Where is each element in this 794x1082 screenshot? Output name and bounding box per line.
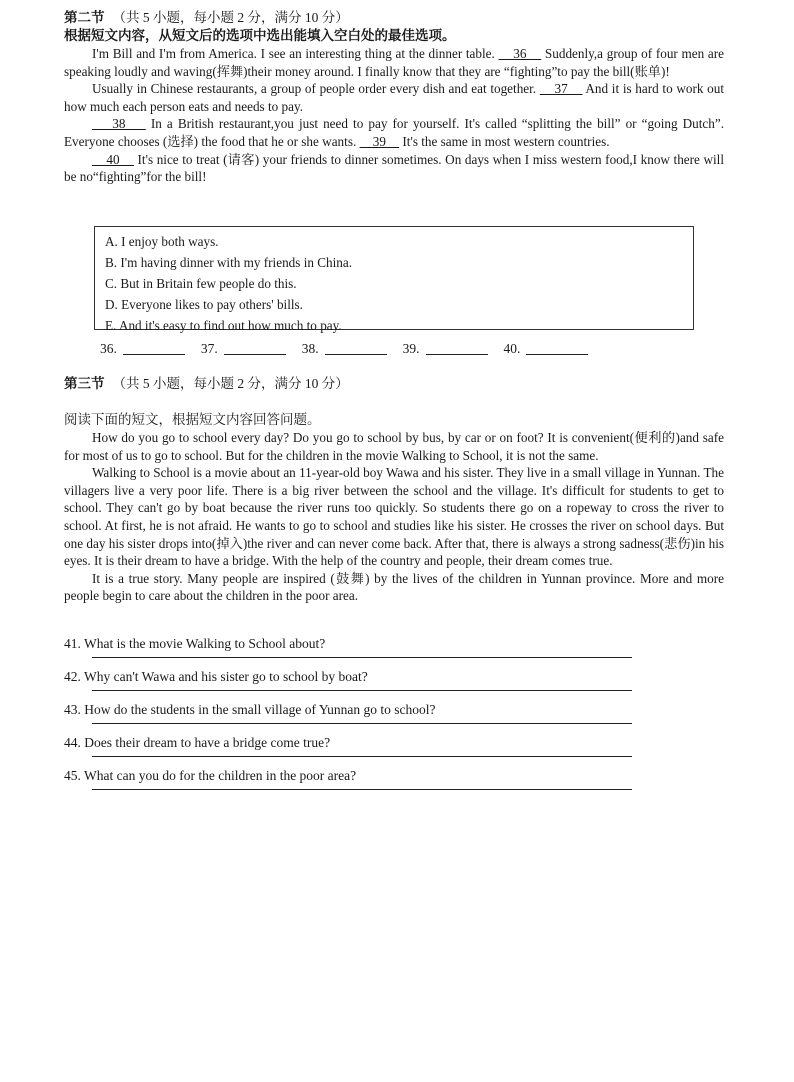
- option-b: B. I'm having dinner with my friends in China.: [105, 255, 353, 270]
- reading-paragraph-3: It is a true story. Many people are inspired (鼓舞) by the lives of the children in Yunnan province. More and more people begin to care about the children in the poor area.: [64, 570, 724, 604]
- answer-line-44[interactable]: [92, 756, 632, 757]
- passage-paragraph-2: [64, 80, 724, 115]
- answer-label-39: 39.: [402, 341, 420, 356]
- answer-label-36: 36.: [100, 341, 117, 356]
- section3-reading: [64, 411, 724, 605]
- blank-36: 36: [498, 46, 542, 61]
- answer-line-45[interactable]: [92, 789, 632, 790]
- option-a: A. I enjoy both ways.: [105, 234, 219, 249]
- p3-text-a: In a British restaurant,you just need to pay for yourself. It's called “splitting the bill” or “going Dutch”. Everyone chooses (选择) the food that he or she wants.: [64, 116, 724, 149]
- section2-header: [64, 8, 724, 27]
- options-box: [94, 226, 694, 333]
- section3-title: 第三节: [64, 376, 105, 391]
- option-d: D. Everyone likes to pay others' bills.: [105, 297, 303, 312]
- question-41: 41. What is the movie Walking to School about?: [64, 636, 326, 651]
- p1-text-a: I'm Bill and I'm from America. I see an interesting thing at the dinner table.: [92, 46, 495, 61]
- answer-field-36[interactable]: [123, 354, 185, 355]
- section3-instruction: 阅读下面的短文，根据短文内容回答问题。: [64, 412, 321, 427]
- answer-label-40: 40.: [503, 341, 521, 356]
- answer-label-37: 37.: [200, 341, 218, 356]
- question-43: 43. How do the students in the small village of Yunnan go to school?: [64, 702, 436, 717]
- passage-paragraph-3: [64, 115, 724, 150]
- p4-text: It's nice to treat (请客) your friends to dinner sometimes. On days when I miss western food,I know there will be no“fighting”for the bill!: [64, 151, 724, 185]
- section3-header: [64, 374, 349, 393]
- reading-paragraph-1: How do you go to school every day? Do you go to school by bus, by car or on foot? It is convenient(便利的)and safe for most of us to go to school. But for the children in the movie Walking to School, it is not the same.: [64, 430, 724, 463]
- p2-text-a: Usually in Chinese restaurants, a group of people order every dish and eat together.: [92, 81, 540, 97]
- questions-list: [64, 635, 724, 800]
- option-c: C. But in Britain few people do this.: [105, 276, 297, 291]
- answer-line-42[interactable]: [92, 690, 632, 691]
- section3-note: （共 5 小题，每小题 2 分，满分 10 分）: [112, 376, 349, 391]
- blank-38: 38: [92, 116, 146, 132]
- passage-paragraph-1: [64, 45, 724, 80]
- blank-40: 40: [92, 151, 134, 167]
- question-42: 42. Why can't Wawa and his sister go to school by boat?: [64, 669, 368, 684]
- answer-field-37[interactable]: [224, 354, 286, 355]
- section2: [64, 8, 724, 186]
- question-44: 44. Does their dream to have a bridge come true?: [64, 735, 331, 750]
- blank-37: 37: [539, 81, 583, 97]
- answer-field-39[interactable]: [426, 354, 488, 355]
- passage-paragraph-4: [64, 151, 724, 186]
- option-e: E. And it's easy to find out how much to pay.: [105, 318, 342, 333]
- answer-line-43[interactable]: [92, 723, 632, 724]
- section2-note: （共 5 小题，每小题 2 分，满分 10 分）: [112, 10, 349, 25]
- reading-paragraph-2: Walking to School is a movie about an 11-year-old boy Wawa and his sister. They live in a small village in Yunnan. The villagers live a very poor life. There is a big river between the school and the village. It's difficult for students to get to school. They can't go by boat because the river runs too quickly. So students there go on a ropeway to cross the river to school. At first, he is not afraid. He wants to go to school and studies like his sister. He crosses the river on school days. But one day his sister drops into(掉入)the river and can never come back. After that, there is always a strong sadness(悲伤)in his eyes. It is their dream to have a bridge. With the help of the country and people, their dream comes true.: [64, 465, 724, 569]
- p3-text-b: It's the same in most western countries.: [399, 133, 610, 149]
- answer-line-41[interactable]: [92, 657, 632, 658]
- answer-blanks: [100, 340, 660, 358]
- answer-field-40[interactable]: [526, 354, 588, 355]
- question-45: 45. What can you do for the children in the poor area?: [64, 768, 357, 783]
- p2-text-b: And it is hard to work out how much each person eats and needs to pay.: [64, 81, 724, 114]
- answer-field-38[interactable]: [325, 354, 387, 355]
- p1-text-b: Suddenly,a group of four men are speaking loudly and waving(挥舞)their money around. I finally know that they are “fighting”to pay the bill(账单)!: [64, 46, 725, 79]
- answer-label-38: 38.: [301, 341, 319, 356]
- blank-39: 39: [359, 133, 400, 149]
- section2-instruction: 根据短文内容，从短文后的选项中选出能填入空白处的最佳选项。: [64, 28, 456, 43]
- section2-title: 第二节: [64, 10, 105, 25]
